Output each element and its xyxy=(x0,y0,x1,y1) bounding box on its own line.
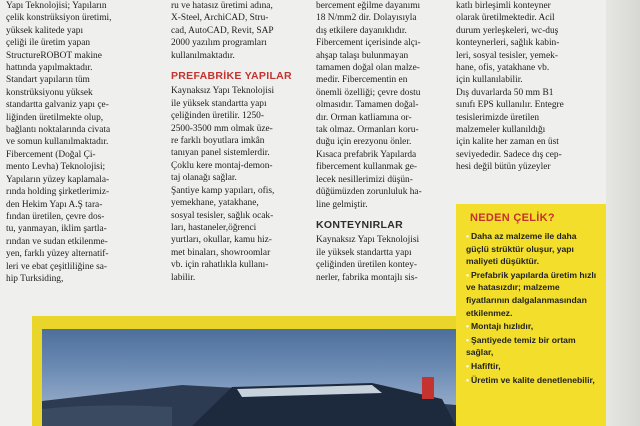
column-2-top-text xyxy=(171,0,311,62)
text-line: tak olmaz. Ormanları koru- xyxy=(316,125,419,136)
text-line: ve somun kullanılmaktadır. xyxy=(6,137,109,148)
column-3-bottom-text xyxy=(316,234,451,284)
text-line: katlı birleşimli konteyner xyxy=(456,1,551,11)
text-line: Fibercement (Doğal Çi- xyxy=(6,149,96,160)
bullet-icon: • xyxy=(466,321,470,332)
text-line: durum yerleşkeleri, wc-duş xyxy=(456,25,559,36)
text-line: hattında yapılmaktadır. xyxy=(6,63,93,74)
text-line: bercement eğilme dayanımı xyxy=(316,1,421,11)
text-line: yurtları, okullar, kamu hiz- xyxy=(171,235,272,246)
text-line: Yapıların yüzey kaplamala- xyxy=(6,174,110,185)
text-line: tesislerimizde üretilen xyxy=(456,112,540,123)
text-line: konteynerleri, sağlık kabin- xyxy=(456,38,560,49)
text-line: sosyal tesisler, sağlık ocak- xyxy=(171,210,274,221)
text-line: lecek nesillerimizi düşün- xyxy=(316,174,413,185)
text-line: önemli özelliği; çevre dostu xyxy=(316,87,421,98)
text-line: düğümüzden zorunluluk ha- xyxy=(316,187,422,198)
why-steel-item-text: Hafiftir, xyxy=(471,360,501,371)
text-line: fından üretilen, çevre dos- xyxy=(6,211,105,222)
heading-konteynirlar: KONTEYNIRLAR xyxy=(316,218,404,231)
text-line: 2500-3500 mm olmak üze- xyxy=(171,123,273,134)
text-line: için kalite her zaman en üst xyxy=(456,137,559,148)
text-line: ile yüksek standartta yapı xyxy=(316,247,412,258)
bullet-icon: • xyxy=(466,269,470,280)
text-line: Fibercement içerisinde alçı- xyxy=(316,38,421,49)
text-line: duğu için erezyonu önler. xyxy=(316,137,412,148)
why-steel-box xyxy=(456,204,606,426)
text-line: hesi değil bütün yüzeyler xyxy=(456,162,551,173)
text-line: 2000 yazılım programları xyxy=(171,38,267,49)
text-line: ile yüksek standartta yapı xyxy=(171,98,267,109)
text-line: rından ve sudan etkilenme- xyxy=(6,236,108,247)
why-steel-item xyxy=(466,230,600,268)
page-edge xyxy=(606,0,640,426)
text-line: Kaynaksız Yapı Teknolojisi xyxy=(316,235,420,246)
text-line: yen, farklı yüzey alternatif- xyxy=(6,249,109,260)
why-steel-item-text: Prefabrik yapılarda üretim hızlı ve hatasızdır; malzeme fiyatlarının dalgalanmasından etkilenmez. xyxy=(466,269,597,318)
text-line: Dış duvarlarda 50 mm B1 xyxy=(456,87,554,98)
bullet-icon: • xyxy=(466,334,470,345)
article-column-1 xyxy=(6,0,156,285)
text-line: line gelmiştir. xyxy=(316,199,368,210)
text-line: leri ve ebat çeşitliliğine sa- xyxy=(6,261,108,272)
text-line: malzemeler kullanıldığı xyxy=(456,125,546,136)
text-line: Kaynaksız Yapı Teknolojisi xyxy=(171,86,275,97)
text-line: labilir. xyxy=(171,272,196,283)
text-line: ları, hastaneler,öğrenci xyxy=(171,222,257,233)
why-steel-item-text: Montajı hızlıdır, xyxy=(471,321,534,332)
why-steel-item xyxy=(466,374,600,387)
text-line: tu, yanmayan, iklim şartla- xyxy=(6,224,107,235)
text-line: tamamen doğal olan malze- xyxy=(316,63,420,74)
text-line: için kullanılabilir. xyxy=(456,75,523,86)
text-line: Yapı Teknolojisi; Yapıların xyxy=(6,1,107,11)
text-line: hip Turksiding, xyxy=(6,273,64,284)
text-line: vb. için rahatlıkla kullanı- xyxy=(171,260,269,271)
why-steel-item xyxy=(466,360,600,373)
text-line: çelik konstrüksiyon üretimi, xyxy=(6,13,112,24)
text-line: çeliği ile üretim yapan xyxy=(6,38,91,49)
text-line: olmasıdır. Tamamen doğal- xyxy=(316,100,419,111)
heading-prefabrike: PREFABRİKE YAPILAR xyxy=(171,70,292,83)
column-3-top-text xyxy=(316,0,451,211)
why-steel-title: NEDEN ÇELİK? xyxy=(470,212,555,224)
text-line: seviyededir. Sadece dış cep- xyxy=(456,149,562,160)
why-steel-item xyxy=(466,269,600,319)
text-line: 18 N/mm2 dir. Dolayısıyla xyxy=(316,13,417,24)
text-line: yemekhane, yatakhane, xyxy=(171,198,259,209)
text-line: olarak üretilmektedir. Acil xyxy=(456,13,555,24)
why-steel-item-text: Üretim ve kalite denetlenebilir, xyxy=(471,374,595,385)
why-steel-list xyxy=(466,230,600,387)
text-line: mento Levha) Teknolojisi; xyxy=(6,162,106,173)
text-line: nerler, fabrika montajlı sis- xyxy=(316,272,418,283)
article-column-2 xyxy=(171,0,311,284)
text-line: bağlantı noktalarında civata xyxy=(6,125,111,136)
text-line: taj olanağı sağlar. xyxy=(171,173,237,184)
why-steel-item xyxy=(466,320,600,333)
text-line: cad, AutoCAD, Revit, SAP xyxy=(171,25,274,36)
why-steel-item-text: Daha az malzeme ile daha güçlü strüktür oluşur, yapı maliyeti düşüktür. xyxy=(466,231,577,267)
text-line: tanıyan panel sistemlerdir. xyxy=(171,148,270,159)
column-2-bottom-text xyxy=(171,85,311,284)
photo-frame xyxy=(32,316,466,426)
text-line: Standart yapıların tüm xyxy=(6,75,90,86)
text-line: liğinden üretilmekte olup, xyxy=(6,112,104,123)
text-line: leri, sosyal tesisler, yemek- xyxy=(456,50,558,61)
text-line: Kısaca prefabrik Yapılarda xyxy=(316,149,417,160)
text-line: ahşap talaşı bulunmayan xyxy=(316,50,409,61)
text-line: konstrüksiyonu yüksek xyxy=(6,87,93,98)
text-line: met binaları, showroomlar xyxy=(171,247,271,258)
bullet-icon: • xyxy=(466,231,470,241)
text-line: re farklı boyutlara imkân xyxy=(171,136,265,147)
text-line: standartta galvaniz yapı çe- xyxy=(6,100,109,111)
text-line: medir. Fibercementin en xyxy=(316,75,408,86)
text-line: yüksek kalitede yapı xyxy=(6,25,84,36)
text-line: Şantiye kamp yapıları, ofis, xyxy=(171,185,275,196)
why-steel-item-text: Şantiyede temiz bir ortam sağlar, xyxy=(466,334,576,358)
text-line: çeliğinden üretilen kontey- xyxy=(316,260,418,271)
text-line: rında holding şirketlerimiz- xyxy=(6,187,110,198)
text-line: X-Steel, ArchiCAD, Stru- xyxy=(171,13,269,24)
text-line: dır. Orman katliamına or- xyxy=(316,112,412,123)
text-line: StructureROBOT makine xyxy=(6,50,102,61)
text-line: fibercement kullanmak ge- xyxy=(316,162,417,173)
text-line: sınıfı EPS kullanılır. Entegre xyxy=(456,100,564,111)
text-line: dış etkilere dayanıklıdır. xyxy=(316,25,407,36)
article-column-3 xyxy=(316,0,451,284)
text-line: ru ve hatasız üretimi adına, xyxy=(171,1,273,11)
text-line: Çoklu kere montaj-demon- xyxy=(171,160,273,171)
text-line: den Hekim Yapı A.Ş tara- xyxy=(6,199,103,210)
text-line: çeliğinden üretilir. 1250- xyxy=(171,111,264,122)
text-line: kullanılmaktadır. xyxy=(171,50,235,61)
bullet-icon: • xyxy=(466,360,470,371)
building-photo xyxy=(42,329,456,426)
why-steel-item xyxy=(466,334,600,359)
article-column-4 xyxy=(456,0,606,174)
bullet-icon: • xyxy=(466,374,470,385)
text-line: hane, ofis, yatakhane vb. xyxy=(456,63,550,74)
